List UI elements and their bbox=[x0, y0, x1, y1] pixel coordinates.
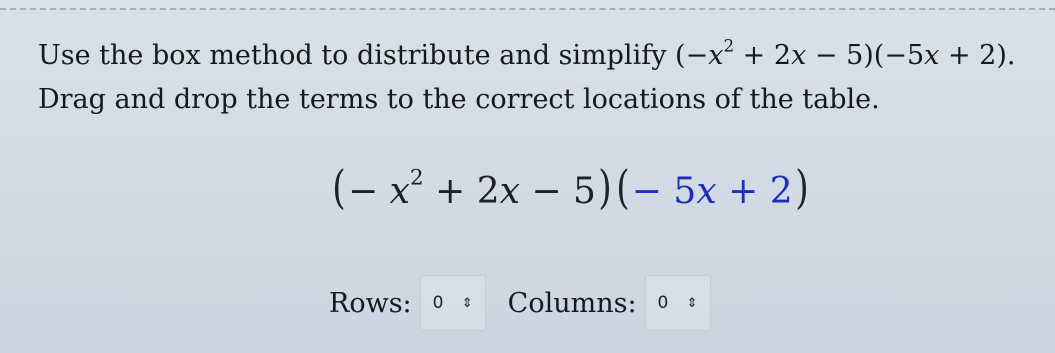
prompt-line-1 bbox=[38, 34, 1038, 78]
paren-close-b: ) bbox=[794, 160, 809, 214]
rows-label: Rows: bbox=[329, 287, 412, 319]
product-expression bbox=[330, 160, 811, 214]
inline-expression: $(-x^2 + 2x - 5)(-5x + 2)$. bbox=[675, 35, 1016, 71]
paren-open-a: ( bbox=[332, 160, 346, 214]
factor-a-draggable[interactable]: − $x^2 + 2x - 5$ bbox=[347, 165, 596, 212]
paren-open-b: ( bbox=[616, 160, 630, 214]
rows-value: 0 bbox=[432, 293, 444, 313]
prompt-line-2: Drag and drop the terms to the correct locations of the table. bbox=[38, 84, 880, 115]
table-size-controls bbox=[329, 272, 733, 334]
up-down-arrows-icon[interactable]: ⇕ bbox=[461, 295, 473, 311]
factor-b-draggable[interactable]: − 5x + 2 bbox=[631, 171, 793, 212]
prompt-text-1: Use the box method to distribute and simplify bbox=[38, 40, 676, 71]
question-prompt bbox=[38, 34, 1038, 122]
columns-label: Columns: bbox=[507, 287, 637, 319]
columns-value: 0 bbox=[657, 293, 669, 313]
up-down-arrows-icon[interactable]: ⇕ bbox=[686, 295, 698, 311]
paren-close-a: ) bbox=[598, 160, 612, 214]
rows-stepper[interactable] bbox=[420, 275, 486, 331]
top-dashed-divider bbox=[0, 8, 1055, 10]
columns-stepper[interactable] bbox=[645, 275, 711, 331]
